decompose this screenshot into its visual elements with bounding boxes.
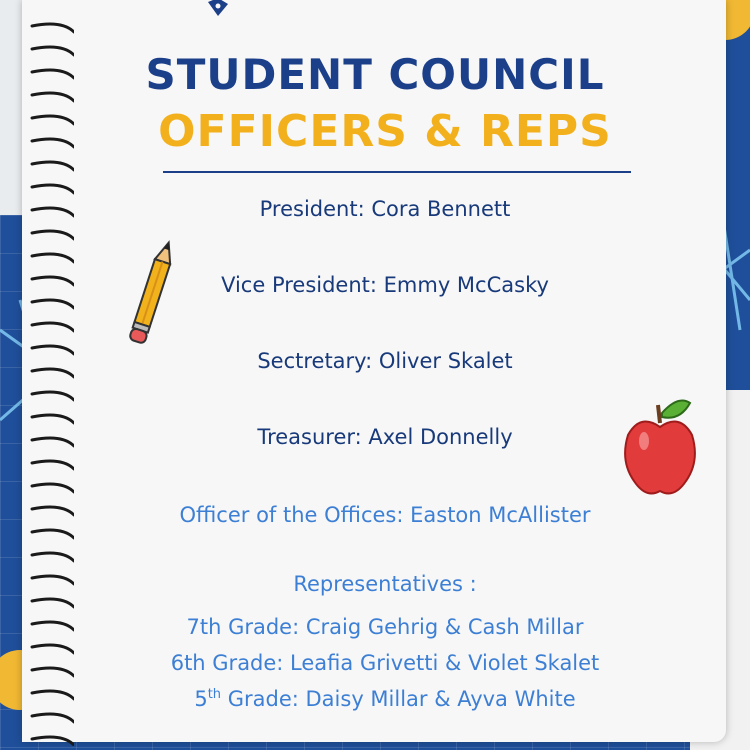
officer-secretary: Sectretary: Oliver Skalet [257, 349, 513, 373]
rep-5th-grade-names: Grade: Daisy Millar & Ayva White [221, 687, 576, 711]
page-subtitle: OFFICERS & REPS [158, 106, 612, 157]
title-divider [163, 171, 631, 173]
officer-treasurer: Treasurer: Axel Donnelly [257, 425, 513, 449]
rep-5th-grade-number: 5 [194, 687, 208, 711]
officer-vice-president: Vice President: Emmy McCasky [221, 273, 549, 297]
page-title: STUDENT COUNCIL [145, 50, 605, 99]
officer-of-offices: Officer of the Offices: Easton McAllister [179, 503, 591, 527]
graduation-cap-icon [205, 0, 231, 22]
rep-5th-grade [0, 687, 750, 711]
officer-president: President: Cora Bennett [259, 197, 511, 221]
pencil-icon [124, 238, 180, 350]
apple-icon [620, 395, 700, 505]
rep-6th-grade: 6th Grade: Leafia Grivetti & Violet Skalet [170, 651, 600, 675]
rep-7th-grade: 7th Grade: Craig Gehrig & Cash Millar [186, 615, 584, 639]
rep-5th-grade-suffix: th [207, 687, 222, 702]
representatives-heading: Representatives : [293, 572, 477, 596]
